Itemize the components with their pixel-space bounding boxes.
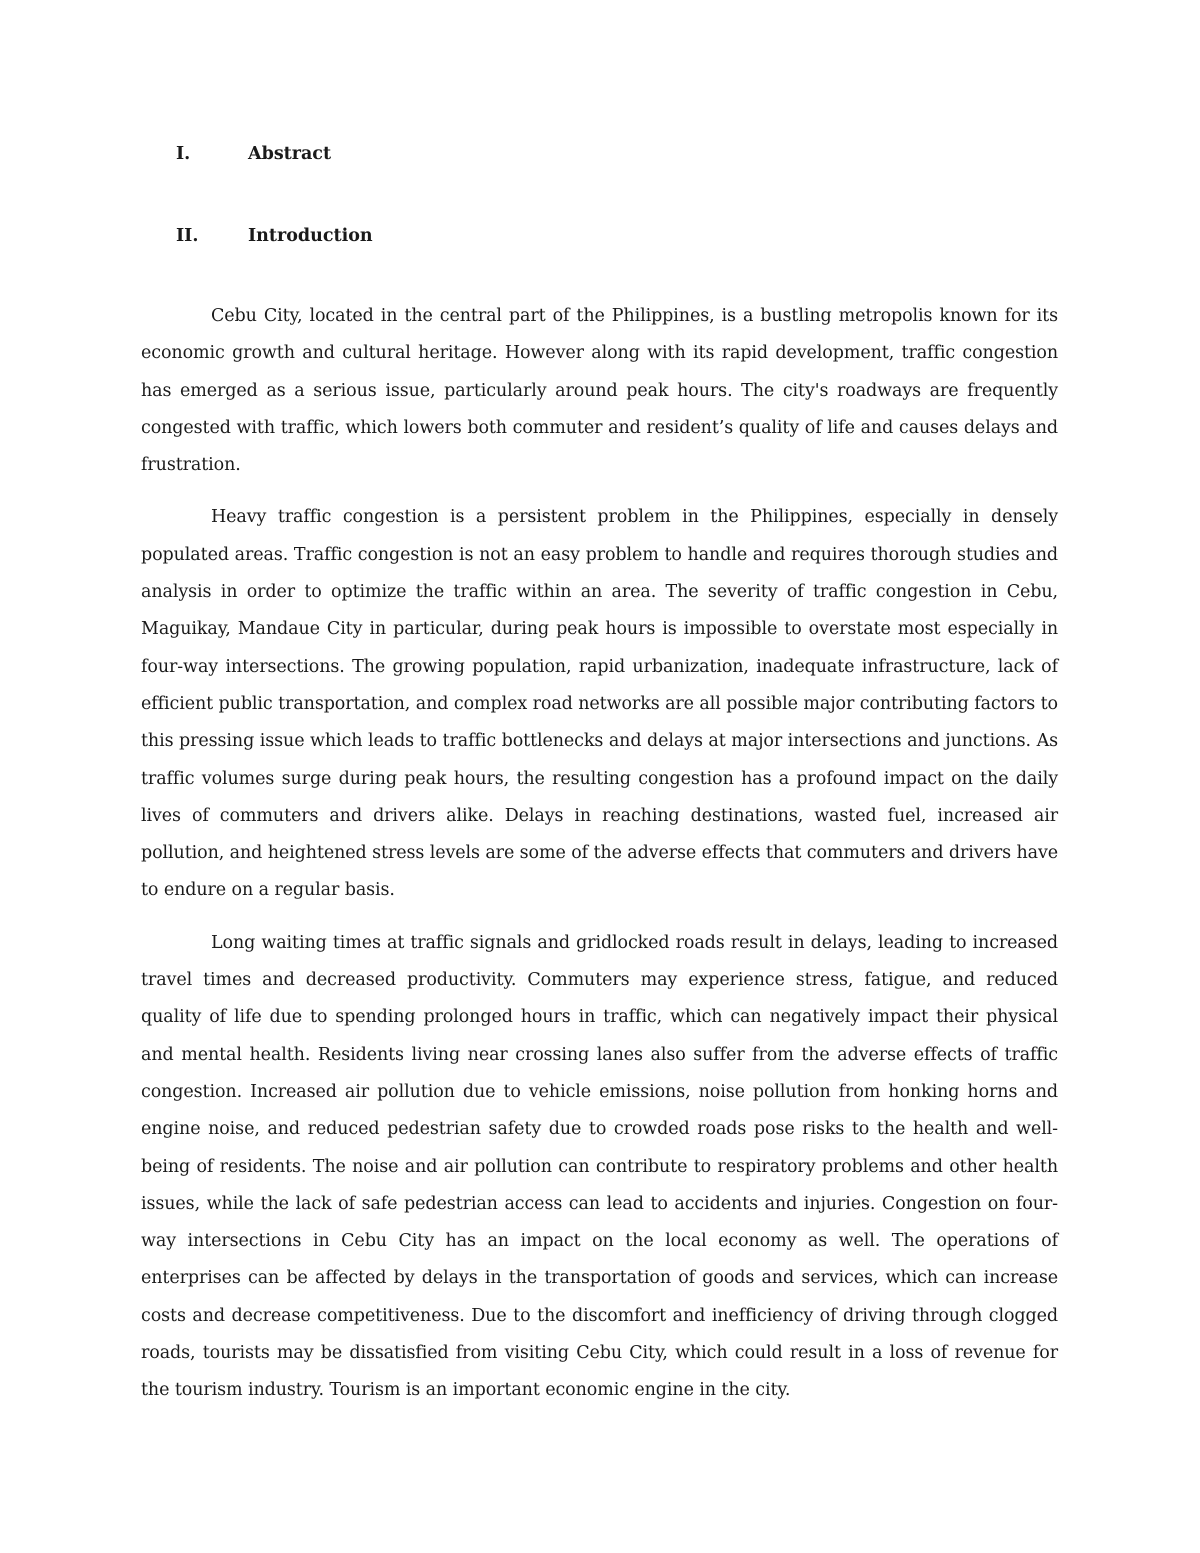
- section-heading-abstract: [176, 142, 331, 166]
- paragraph-2: Heavy traffic congestion is a persistent problem in the Philippines, especially in densely populated areas. Traffic congestion is not an easy problem to handle and requires thorough studies and analysis in order to optimize the traffic within an area. The severity of traffic congestion in Cebu, Maguikay, Mandaue City in particular, during peak hours is impossible to overstate most especially in four-way intersections. The growing population, rapid urbanization, inadequate infrastructure, lack of efficient public transportation, and complex road networks are all possible major contributing factors to this pressing issue which leads to traffic bottlenecks and delays at major intersections and junctions. As traffic volumes surge during peak hours, the resulting congestion has a profound impact on the daily lives of commuters and drivers alike. Delays in reaching destinations, wasted fuel, increased air pollution, and heightened stress levels are some of the adverse effects that commuters and drivers have to endure on a regular basis.: [141, 507, 1058, 901]
- section-title: Abstract: [248, 144, 332, 164]
- section-heading-introduction: [176, 224, 373, 248]
- section-number: II.: [176, 226, 199, 246]
- paragraph-3: Long waiting times at traffic signals and gridlocked roads result in delays, leading to increased travel times and decreased productivity. Commuters may experience stress, fatigue, and reduced quality of life due to spending prolonged hours in traffic, which can negatively impact their physical and mental health. Residents living near crossing lanes also suffer from the adverse effects of traffic congestion. Increased air pollution due to vehicle emissions, noise pollution from honking horns and engine noise, and reduced pedestrian safety due to crowded roads pose risks to the health and well-being of residents. The noise and air pollution can contribute to respiratory problems and other health issues, while the lack of safe pedestrian access can lead to accidents and injuries. Congestion on four-way intersections in Cebu City has an impact on the local economy as well. The operations of enterprises can be affected by delays in the transportation of goods and services, which can increase costs and decrease competitiveness. Due to the discomfort and inefficiency of driving through clogged roads, tourists may be dissatisfied from visiting Cebu City, which could result in a loss of revenue for the tourism industry. Tourism is an important economic engine in the city.: [141, 932, 1058, 1401]
- section-title: Introduction: [248, 226, 373, 246]
- paragraph-1: Cebu City, located in the central part of the Philippines, is a bustling metropolis known for its economic growth and cultural heritage. However along with its rapid development, traffic congestion has emerged as a serious issue, particularly around peak hours. The city's roadways are frequently congested with traffic, which lowers both commuter and resident’s quality of life and causes delays and frustration.: [141, 306, 1058, 476]
- section-number: I.: [176, 144, 191, 164]
- introduction-body: [141, 298, 1058, 1425]
